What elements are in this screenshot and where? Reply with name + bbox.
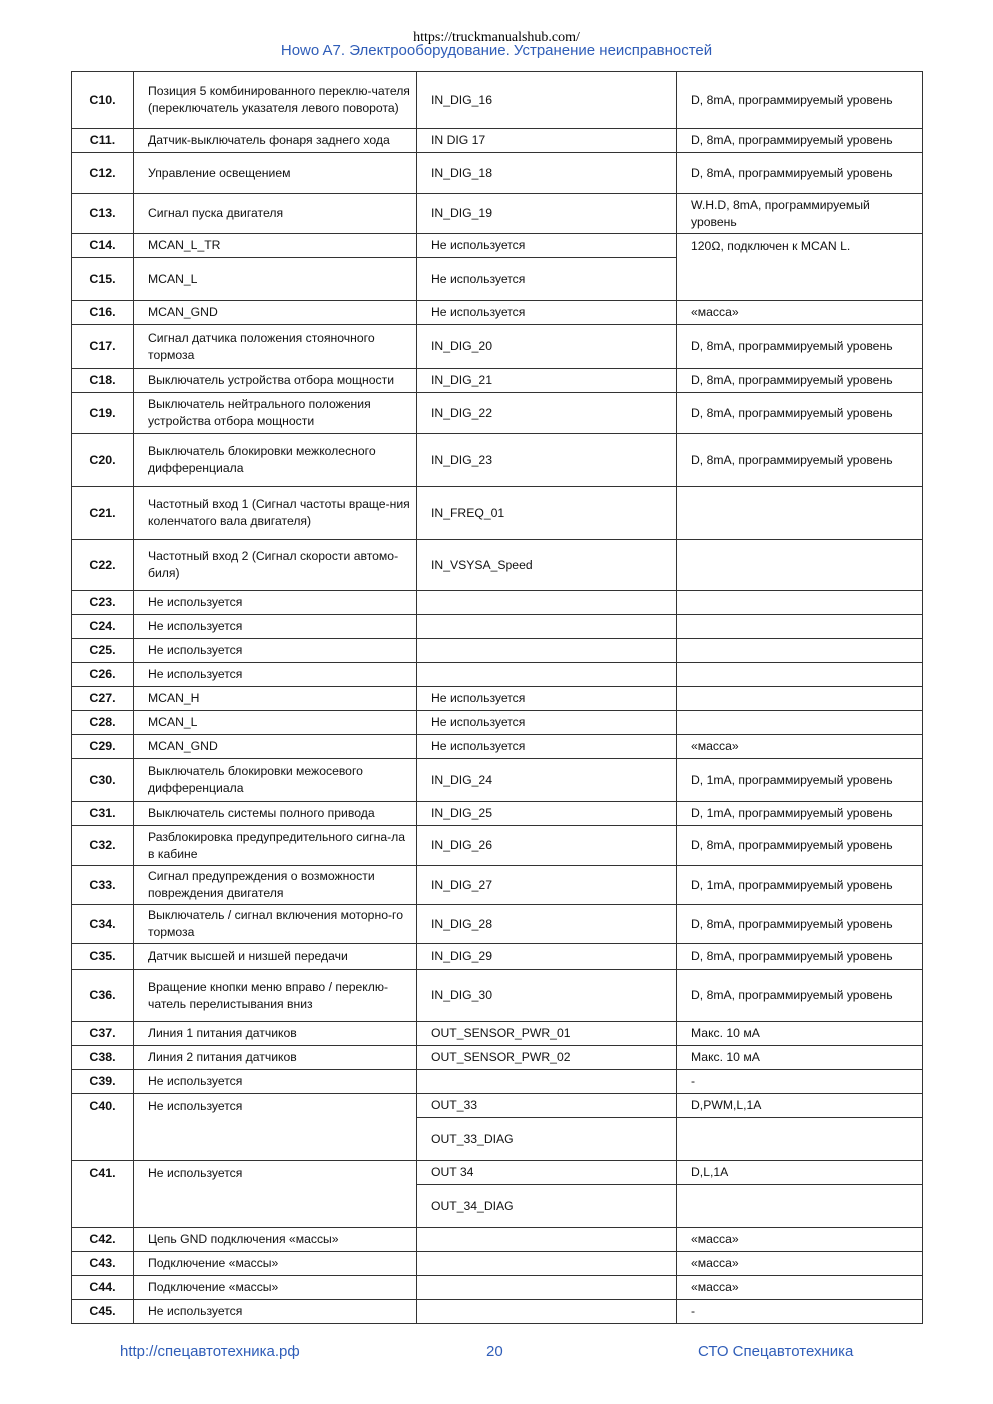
pin-signal: IN_DIG_16 (417, 72, 677, 129)
table-row (72, 1070, 923, 1094)
pin-signal: IN_DIG_18 (417, 153, 677, 194)
table-row (72, 393, 923, 434)
pin-description: MCAN_L_TR (134, 234, 417, 258)
pin-id: C15. (72, 258, 134, 301)
pin-signal: Не используется (417, 258, 677, 301)
pin-id: C14. (72, 234, 134, 258)
pin-signal: OUT 34 (417, 1161, 677, 1185)
pin-id: C44. (72, 1276, 134, 1300)
table-row (72, 735, 923, 759)
table-row (72, 1094, 923, 1118)
pin-note: D, 8mA, программируемый уровень (677, 393, 923, 434)
pin-description: Позиция 5 комбинированного переклю-чателя (переключатель указателя левого поворота) (134, 72, 417, 129)
pin-description: Выключатель / сигнал включения моторно-го тормоза (134, 905, 417, 944)
table-row (72, 663, 923, 687)
pin-note: «масса» (677, 1276, 923, 1300)
pin-signal: IN_VSYSA_Speed (417, 540, 677, 591)
table-row (72, 1252, 923, 1276)
pin-id: C30. (72, 759, 134, 802)
table-row (72, 434, 923, 487)
pin-description: Линия 2 питания датчиков (134, 1046, 417, 1070)
table-row (72, 301, 923, 325)
pin-signal (417, 1300, 677, 1324)
pin-signal: IN_DIG_25 (417, 802, 677, 826)
pin-signal: IN DIG 17 (417, 129, 677, 153)
pin-signal: IN_DIG_30 (417, 970, 677, 1022)
table-row (72, 234, 923, 258)
pin-signal: IN_DIG_28 (417, 905, 677, 944)
pin-description: Сигнал пуска двигателя (134, 194, 417, 234)
pin-id: C32. (72, 826, 134, 866)
pin-note: D, 8mA, программируемый уровень (677, 826, 923, 866)
pin-signal: IN_DIG_29 (417, 944, 677, 970)
pin-signal: OUT_33_DIAG (417, 1118, 677, 1161)
pin-signal (417, 591, 677, 615)
table-row (72, 369, 923, 393)
pin-description: MCAN_GND (134, 735, 417, 759)
pin-id: C27. (72, 687, 134, 711)
table-row (72, 826, 923, 866)
pin-note (677, 639, 923, 663)
table-row (72, 802, 923, 826)
pin-note: «масса» (677, 301, 923, 325)
table-row (72, 129, 923, 153)
pin-signal (417, 615, 677, 639)
pin-note: D, 1mA, программируемый уровень (677, 866, 923, 905)
pin-id: C18. (72, 369, 134, 393)
pin-description: Линия 1 питания датчиков (134, 1022, 417, 1046)
pin-description: Выключатель нейтрального положения устройства отбора мощности (134, 393, 417, 434)
pin-description: Не используется (134, 615, 417, 639)
pin-id: C26. (72, 663, 134, 687)
pin-note: D,L,1A (677, 1161, 923, 1185)
pin-id: C12. (72, 153, 134, 194)
pin-note (677, 591, 923, 615)
pin-id: C22. (72, 540, 134, 591)
pin-description: Частотный вход 1 (Сигнал частоты враще-ния коленчатого вала двигателя) (134, 487, 417, 540)
pin-note (677, 663, 923, 687)
pin-id: C42. (72, 1228, 134, 1252)
pin-note: D, 1mA, программируемый уровень (677, 802, 923, 826)
pin-description: Не используется (134, 1300, 417, 1324)
pin-note: D,PWM,L,1A (677, 1094, 923, 1118)
pin-description: Датчик высшей и низшей передачи (134, 944, 417, 970)
pin-signal: IN_DIG_20 (417, 325, 677, 369)
pin-id: C37. (72, 1022, 134, 1046)
table-row (72, 759, 923, 802)
pin-note (677, 1118, 923, 1161)
pin-description: Управление освещением (134, 153, 417, 194)
pin-signal (417, 1252, 677, 1276)
pin-description: Не используется (134, 639, 417, 663)
table-row (72, 1161, 923, 1185)
pin-description: Выключатель системы полного привода (134, 802, 417, 826)
pin-description: Выключатель блокировки межколесного дифференциала (134, 434, 417, 487)
pin-signal: Не используется (417, 301, 677, 325)
pin-note: 120Ω, подключен к MCAN L. (677, 234, 923, 301)
pin-id: C19. (72, 393, 134, 434)
pin-id: C20. (72, 434, 134, 487)
pin-note: D, 8mA, программируемый уровень (677, 434, 923, 487)
pin-signal: IN_DIG_19 (417, 194, 677, 234)
pin-signal: OUT_34_DIAG (417, 1185, 677, 1228)
pin-description: Не используется (134, 1094, 417, 1161)
table-row (72, 1046, 923, 1070)
pin-id: C10. (72, 72, 134, 129)
table-row (72, 970, 923, 1022)
pin-note: D, 1mA, программируемый уровень (677, 759, 923, 802)
pin-signal: Не используется (417, 735, 677, 759)
pin-description: Частотный вход 2 (Сигнал скорости автомо-биля) (134, 540, 417, 591)
pin-id: C16. (72, 301, 134, 325)
pin-note (677, 487, 923, 540)
pin-note: D, 8mA, программируемый уровень (677, 325, 923, 369)
table-row (72, 1276, 923, 1300)
pin-description: Подключение «массы» (134, 1252, 417, 1276)
table-row (72, 194, 923, 234)
pin-id: C33. (72, 866, 134, 905)
pin-note: - (677, 1300, 923, 1324)
pin-id: C24. (72, 615, 134, 639)
table-row (72, 639, 923, 663)
pin-description: MCAN_L (134, 258, 417, 301)
pin-note: - (677, 1070, 923, 1094)
pin-signal: IN_DIG_27 (417, 866, 677, 905)
pin-note: D, 8mA, программируемый уровень (677, 905, 923, 944)
pin-description: Датчик-выключатель фонаря заднего хода (134, 129, 417, 153)
table-row (72, 866, 923, 905)
table-row (72, 687, 923, 711)
table-row (72, 1022, 923, 1046)
pin-description: Не используется (134, 591, 417, 615)
pin-note: D, 8mA, программируемый уровень (677, 72, 923, 129)
pin-description: MCAN_H (134, 687, 417, 711)
pin-id: C17. (72, 325, 134, 369)
pin-signal: IN_DIG_24 (417, 759, 677, 802)
pin-signal (417, 1276, 677, 1300)
table-row (72, 153, 923, 194)
pin-description: Не используется (134, 663, 417, 687)
pin-note (677, 1185, 923, 1228)
pin-signal: OUT_SENSOR_PWR_01 (417, 1022, 677, 1046)
pin-note: D, 8mA, программируемый уровень (677, 153, 923, 194)
pin-id: C43. (72, 1252, 134, 1276)
pin-note: Макс. 10 мА (677, 1046, 923, 1070)
pin-description: Разблокировка предупредительного сигна-ла в кабине (134, 826, 417, 866)
pin-description: Подключение «массы» (134, 1276, 417, 1300)
footer-link[interactable]: http://спецавтотехника.рф (120, 1343, 300, 1360)
pin-signal: IN_DIG_21 (417, 369, 677, 393)
pin-signal: IN_FREQ_01 (417, 487, 677, 540)
pin-id: C34. (72, 905, 134, 944)
pin-id: C35. (72, 944, 134, 970)
pin-signal: OUT_SENSOR_PWR_02 (417, 1046, 677, 1070)
table-row (72, 325, 923, 369)
pin-id: C39. (72, 1070, 134, 1094)
pin-note: W.H.D, 8mA, программируемый уровень (677, 194, 923, 234)
pin-note: D, 8mA, программируемый уровень (677, 944, 923, 970)
pin-description: Выключатель блокировки межосевого дифференциала (134, 759, 417, 802)
pin-description: Не используется (134, 1070, 417, 1094)
table-row (72, 615, 923, 639)
pin-signal (417, 663, 677, 687)
pin-id: C29. (72, 735, 134, 759)
pin-id: C23. (72, 591, 134, 615)
pin-note: Макс. 10 мА (677, 1022, 923, 1046)
pin-signal (417, 1228, 677, 1252)
table-row (72, 540, 923, 591)
page-number: 20 (486, 1343, 503, 1360)
pin-table (71, 71, 923, 1324)
pin-id: C28. (72, 711, 134, 735)
pin-description: Выключатель устройства отбора мощности (134, 369, 417, 393)
table-row (72, 591, 923, 615)
pin-note (677, 540, 923, 591)
table-row (72, 944, 923, 970)
pin-signal: Не используется (417, 687, 677, 711)
table-row (72, 711, 923, 735)
pin-description: Сигнал предупреждения о возможности повреждения двигателя (134, 866, 417, 905)
header-title: Howo A7. Электрооборудование. Устранение неисправностей (280, 42, 713, 59)
pin-description: Цепь GND подключения «массы» (134, 1228, 417, 1252)
pin-description: MCAN_L (134, 711, 417, 735)
pin-signal: IN_DIG_26 (417, 826, 677, 866)
pin-note (677, 687, 923, 711)
pin-note: «масса» (677, 735, 923, 759)
pin-description: Не используется (134, 1161, 417, 1228)
pin-id: C21. (72, 487, 134, 540)
pin-id: C31. (72, 802, 134, 826)
table-row (72, 72, 923, 129)
pin-description: Сигнал датчика положения стояночного тормоза (134, 325, 417, 369)
pin-id: C11. (72, 129, 134, 153)
pin-signal: IN_DIG_22 (417, 393, 677, 434)
pin-note: D, 8mA, программируемый уровень (677, 369, 923, 393)
pin-note: D, 8mA, программируемый уровень (677, 129, 923, 153)
pin-signal: Не используется (417, 711, 677, 735)
page-footer (0, 1343, 993, 1363)
pin-id: C25. (72, 639, 134, 663)
pin-signal: Не используется (417, 234, 677, 258)
table-row (72, 1300, 923, 1324)
pin-signal: IN_DIG_23 (417, 434, 677, 487)
pin-description: Вращение кнопки меню вправо / переклю-чатель перелистывания вниз (134, 970, 417, 1022)
pin-id: C41. (72, 1161, 134, 1228)
pin-signal (417, 1070, 677, 1094)
pin-id: C36. (72, 970, 134, 1022)
pin-signal: OUT_33 (417, 1094, 677, 1118)
pin-id: C45. (72, 1300, 134, 1324)
table-row (72, 1228, 923, 1252)
pin-description: MCAN_GND (134, 301, 417, 325)
table-row (72, 905, 923, 944)
header-url[interactable]: https://truckmanualshub.com/ (413, 30, 580, 45)
pin-note (677, 711, 923, 735)
pin-signal (417, 639, 677, 663)
pin-id: C38. (72, 1046, 134, 1070)
pin-note (677, 615, 923, 639)
footer-brand: СТО Спецавтотехника (698, 1343, 854, 1360)
pin-note: D, 8mA, программируемый уровень (677, 970, 923, 1022)
table-row (72, 487, 923, 540)
pin-id: C13. (72, 194, 134, 234)
pin-note: «масса» (677, 1228, 923, 1252)
pin-note: «масса» (677, 1252, 923, 1276)
pin-id: C40. (72, 1094, 134, 1161)
